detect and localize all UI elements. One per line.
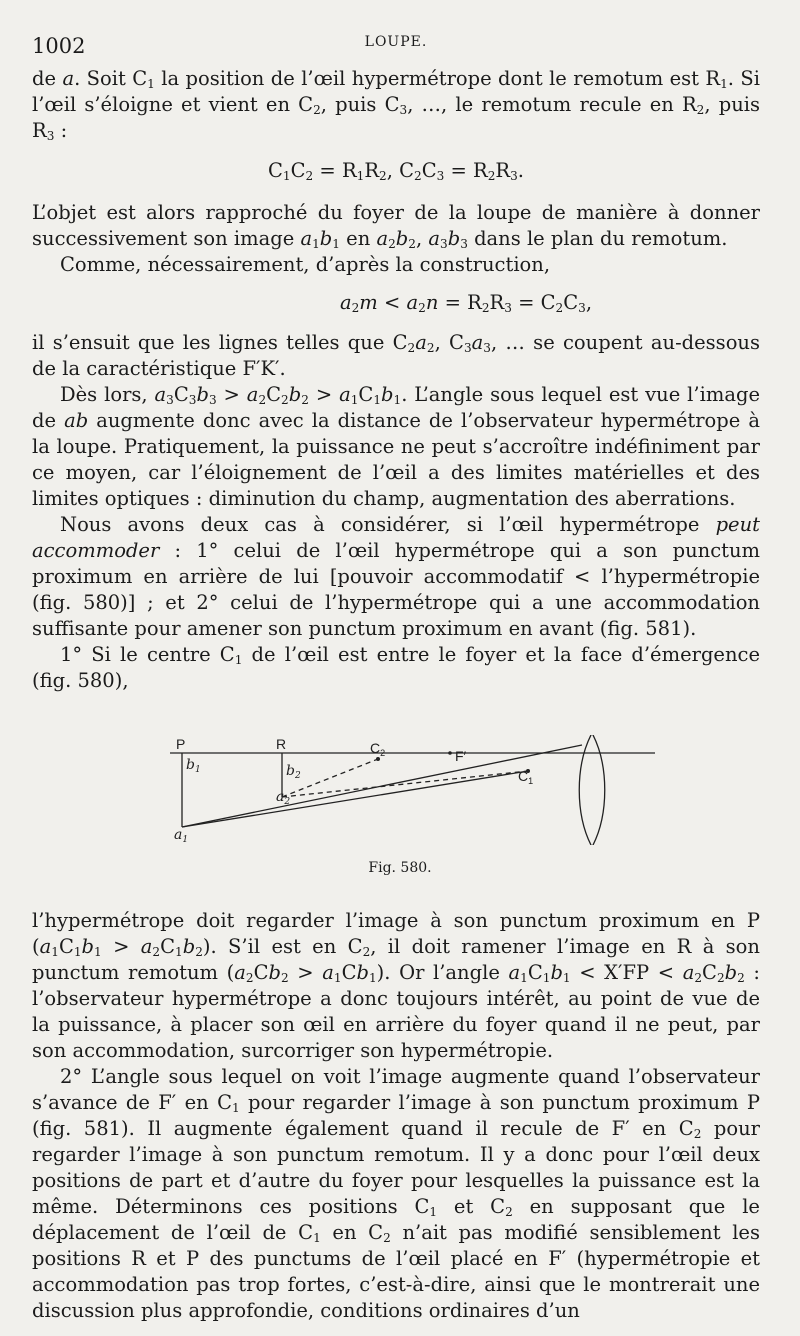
italic-run: a <box>415 331 427 354</box>
subscript: 2 <box>313 103 321 117</box>
text-run: C <box>253 961 269 984</box>
italic-run: b <box>182 935 196 958</box>
ray-a1-to-c1 <box>182 771 528 827</box>
text-run: pour regarder l’image à son punctum remotum. Il y a donc pour l’œil deux positions de part et d’autre du foyer pour lesquelles la puissance est la même. Déterminons ces positions C <box>32 1117 760 1218</box>
italic-run: b <box>395 227 409 250</box>
subscript: 2 <box>414 169 422 183</box>
text-run: : l’observateur hypermétrope a donc toujours intérêt, au point de vue de la puissance, à placer son œil en arrière du foyer quand il ne peut, par son accommodation, surcorriger son hypermétropie. <box>32 961 760 1062</box>
text-run: > <box>216 383 247 406</box>
subscript: 2 <box>383 1231 391 1245</box>
subscript: 1 <box>542 971 551 985</box>
text-run: R <box>495 159 511 182</box>
text-run: C <box>518 768 529 784</box>
text-run: , puis R <box>32 93 760 142</box>
subscript: 3 <box>463 341 472 355</box>
subscript: 1 <box>94 945 102 959</box>
text-run: < X′FP < <box>570 961 683 984</box>
text-run: augmente donc avec la distance de l’observateur hypermétrope à la loupe. Pratiquement, la puissance ne peut s’accroître indéfiniment par ce moyen, car l’éloignement de l’œil a des limites matérielles et des limites optiques : diminution du champ, augmentation des aberrations. <box>32 409 760 510</box>
figure-caption: Fig. 580. <box>368 860 432 876</box>
italic-run: b <box>81 935 95 958</box>
italic-run: a <box>234 961 246 984</box>
subscript: 3 <box>504 301 512 315</box>
subscript: 1 <box>356 169 365 183</box>
paragraph-construction <box>32 252 760 278</box>
subscript: 2 <box>487 169 496 183</box>
subscript: 2 <box>408 237 416 251</box>
subscript: 2 <box>258 393 267 407</box>
subscript: 1 <box>562 971 571 985</box>
italic-run: a <box>154 383 167 406</box>
text-run: Comme, nécessairement, d’après la construction, <box>60 253 551 276</box>
paragraph-cas-2 <box>32 1064 760 1324</box>
figure-580 <box>150 735 660 845</box>
subscript: 1 <box>528 776 534 786</box>
text-run: < <box>377 291 407 314</box>
label-b2 <box>286 763 301 781</box>
subscript: 3 <box>510 169 518 183</box>
paragraph-objet <box>32 200 760 252</box>
text-run: R <box>364 159 379 182</box>
subscript: 2 <box>351 301 360 315</box>
text-run: en <box>339 227 377 250</box>
text-run: , C <box>386 159 415 182</box>
subscript: 1 <box>350 393 359 407</box>
subscript: 2 <box>281 393 289 407</box>
subscript: 1 <box>232 1101 240 1115</box>
text-run: , <box>585 291 593 314</box>
text-block-bottom <box>32 908 760 1324</box>
subscript: 1 <box>429 1205 438 1219</box>
label-b1 <box>186 757 201 775</box>
label-a2 <box>276 789 290 807</box>
text-block-top <box>32 66 760 694</box>
italic-run: a <box>428 227 441 250</box>
text-run: = C <box>511 291 556 314</box>
text-run: et C <box>437 1195 506 1218</box>
text-run: C <box>266 383 282 406</box>
subscript: 3 <box>188 393 197 407</box>
text-run: de l’œil est entre le foyer et la face d’émergence (fig. 580), <box>32 643 760 692</box>
text-run: C <box>290 159 306 182</box>
paragraph-lignes <box>32 330 760 382</box>
subscript: 3 <box>46 129 55 143</box>
point-f <box>448 751 452 755</box>
subscript: 2 <box>716 971 725 985</box>
italic-run: n <box>425 291 439 314</box>
text-run: de <box>32 67 63 90</box>
text-run: = R <box>313 159 357 182</box>
text-run: > <box>308 383 340 406</box>
subscript: 3 <box>440 237 448 251</box>
italic-run: peut accommoder <box>32 513 760 562</box>
subscript: 2 <box>418 301 426 315</box>
subscript: 1 <box>194 765 201 775</box>
text-run: la position de l’œil hypermétrope dont le remotum est R <box>154 67 721 90</box>
subscript: 1 <box>175 945 183 959</box>
label-f <box>455 748 467 764</box>
subscript: 2 <box>505 1205 513 1219</box>
italic-run: ab <box>64 409 89 432</box>
text-run: C <box>370 740 381 756</box>
text-run: C <box>527 961 543 984</box>
text-run: : 1° celui de l’œil hypermétrope qui a son punctum proximum en arrière de lui [pouvoir accommodatif < l’hypermétropie (fig. 580)] ; et 2° celui de l’hypermétrope qui a une accommodation suffisante pour amener son punctum proximum en avant (fig. 581). <box>32 539 760 640</box>
subscript: 2 <box>301 393 309 407</box>
italic-run: b <box>288 383 302 406</box>
italic-run: a <box>376 227 389 250</box>
subscript: 2 <box>407 341 416 355</box>
text-run: dans le plan du remotum. <box>467 227 728 250</box>
subscript: 2 <box>426 341 435 355</box>
label-p <box>176 736 185 752</box>
text-run: l’hypermétrope doit regarder l’image à son punctum proximum en P ( <box>32 909 760 958</box>
subscript: 2 <box>195 945 203 959</box>
subscript: 2 <box>737 971 745 985</box>
text-run: C <box>58 935 74 958</box>
text-run: C <box>421 159 437 182</box>
text-run: en supposant que le déplacement de l’œil de C <box>32 1195 760 1244</box>
running-head: LOUPE. <box>364 34 428 50</box>
italic-run: a <box>339 291 352 314</box>
subscript: 2 <box>694 971 703 985</box>
text-run: , C <box>434 331 464 354</box>
text-run: , il doit ramener l’image en R à son punctum remotum ( <box>32 935 760 984</box>
subscript: 2 <box>696 103 705 117</box>
italic-run: b <box>724 961 738 984</box>
text-run: R <box>276 736 287 752</box>
subscript: 3 <box>460 237 468 251</box>
text-run: ). Or l’angle <box>376 961 509 984</box>
subscript: 2 <box>388 237 396 251</box>
text-run: R <box>489 291 505 314</box>
subscript: 1 <box>373 393 382 407</box>
subscript: 3 <box>436 169 445 183</box>
text-run: C <box>267 159 283 182</box>
italic-run: a <box>62 67 75 90</box>
text-run: n’ait pas modifié sensiblement les positions R et P des punctums de l’œil placé en F′ (hypermétropie et accommodation pas trop fortes, c’est-à-dire, ainsi que le montrerait une discussion plus approfondie, conditions ordinaires d’un <box>32 1221 760 1322</box>
subscript: 1 <box>333 971 342 985</box>
text-run: C <box>160 935 176 958</box>
paragraph-deux-cas <box>32 512 760 642</box>
subscript: 1 <box>73 945 82 959</box>
text-run: : <box>54 119 68 142</box>
subscript: 2 <box>693 1127 702 1141</box>
text-run: P <box>176 736 186 752</box>
italic-run: a <box>39 935 52 958</box>
paragraph-des-lors <box>32 382 760 512</box>
text-run: C <box>563 291 579 314</box>
subscript: 2 <box>305 169 314 183</box>
subscript: 3 <box>578 301 586 315</box>
text-run: = R <box>438 291 482 314</box>
text-run: L’objet est alors rapproché du foyer de la loupe de manière à donner successivement son image <box>32 201 760 250</box>
italic-run: a <box>406 291 419 314</box>
italic-run: a <box>322 961 334 984</box>
subscript: 3 <box>483 341 491 355</box>
subscript: 2 <box>380 748 386 758</box>
subscript: 2 <box>294 771 301 781</box>
subscript: 1 <box>282 169 291 183</box>
text-run: Dès lors, <box>60 383 155 406</box>
subscript: 1 <box>368 971 377 985</box>
subscript: 1 <box>51 945 59 959</box>
subscript: 2 <box>481 301 490 315</box>
text-run: , puis C <box>320 93 400 116</box>
italic-run: b <box>447 227 461 250</box>
italic-run: b <box>550 961 563 984</box>
subscript: 2 <box>280 971 289 985</box>
subscript: 3 <box>399 103 408 117</box>
subscript: 1 <box>332 237 340 251</box>
italic-run: a <box>682 961 695 984</box>
italic-run: b <box>286 763 295 779</box>
paragraph-punctum-proximum <box>32 908 760 1064</box>
italic-run: a <box>339 383 351 406</box>
subscript: 2 <box>555 301 564 315</box>
text-run: en C <box>320 1221 384 1244</box>
text-run: > <box>288 961 323 984</box>
text-run: C <box>358 383 374 406</box>
italic-run: b <box>381 383 394 406</box>
label-r <box>276 736 286 752</box>
italic-run: a <box>508 961 521 984</box>
subscript: 1 <box>393 393 402 407</box>
italic-run: a <box>140 935 153 958</box>
subscript: 1 <box>313 1231 321 1245</box>
text-run: , …, le remotum recule en R <box>407 93 697 116</box>
page-number: 1002 <box>32 34 86 58</box>
equation-a2m <box>172 290 760 316</box>
text-run: C <box>702 961 717 984</box>
italic-run: a <box>246 383 259 406</box>
italic-run: m <box>359 291 378 314</box>
italic-run: a <box>300 227 313 250</box>
ray-a2-to-c1 <box>282 771 528 797</box>
subscript: 1 <box>182 835 189 845</box>
text-run: F′ <box>455 748 467 764</box>
text-run: ). S’il est en C <box>202 935 363 958</box>
text-run: 1° Si le centre C <box>60 643 235 666</box>
italic-run: a <box>174 827 183 843</box>
text-run: > <box>101 935 141 958</box>
italic-run: b <box>196 383 209 406</box>
label-c2 <box>370 740 385 758</box>
text-run: . L’angle sous lequel est vue l’image de <box>32 383 760 432</box>
paragraph-cas-1 <box>32 642 760 694</box>
subscript: 2 <box>362 945 371 959</box>
text-run: C <box>173 383 189 406</box>
italic-run: b <box>268 961 281 984</box>
text-run: Nous avons deux cas à considérer, si l’œil hypermétrope <box>60 513 716 536</box>
text-run: il s’ensuit que les lignes telles que C <box>32 331 408 354</box>
text-run: . Soit C <box>74 67 148 90</box>
equation-c1c2 <box>32 158 760 184</box>
text-run: . Si l’œil s’éloigne et vient en C <box>32 67 760 116</box>
text-run: = R <box>444 159 488 182</box>
subscript: 3 <box>208 393 217 407</box>
italic-run: a <box>471 331 484 354</box>
italic-run: b <box>319 227 333 250</box>
text-run: C <box>341 961 357 984</box>
subscript: 1 <box>520 971 528 985</box>
subscript: 3 <box>166 393 174 407</box>
text-run: 2° L’angle sous lequel on voit l’image augmente quand l’observateur s’avance de F′ en C <box>32 1065 760 1114</box>
text-run: pour regarder l’image à son punctum proximum P (fig. 581). Il augmente également quand il recule de F′ en C <box>32 1091 760 1140</box>
italic-run: a <box>276 789 285 805</box>
label-c1 <box>518 768 533 786</box>
subscript: 2 <box>152 945 161 959</box>
italic-run: b <box>186 757 195 773</box>
label-a1 <box>174 827 188 845</box>
subscript: 1 <box>234 653 243 667</box>
italic-run: b <box>356 961 369 984</box>
lens <box>579 735 605 845</box>
subscript: 1 <box>312 237 320 251</box>
subscript: 2 <box>284 797 291 807</box>
page-header <box>32 30 760 60</box>
subscript: 2 <box>379 169 387 183</box>
paragraph-remotum <box>32 66 760 144</box>
text-run: , <box>415 227 429 250</box>
subscript: 1 <box>147 77 155 91</box>
subscript: 2 <box>245 971 254 985</box>
text-run: , … se coupent au-dessous de la caractéristique F′K′. <box>32 331 760 380</box>
subscript: 1 <box>720 77 728 91</box>
text-run: . <box>517 159 524 182</box>
